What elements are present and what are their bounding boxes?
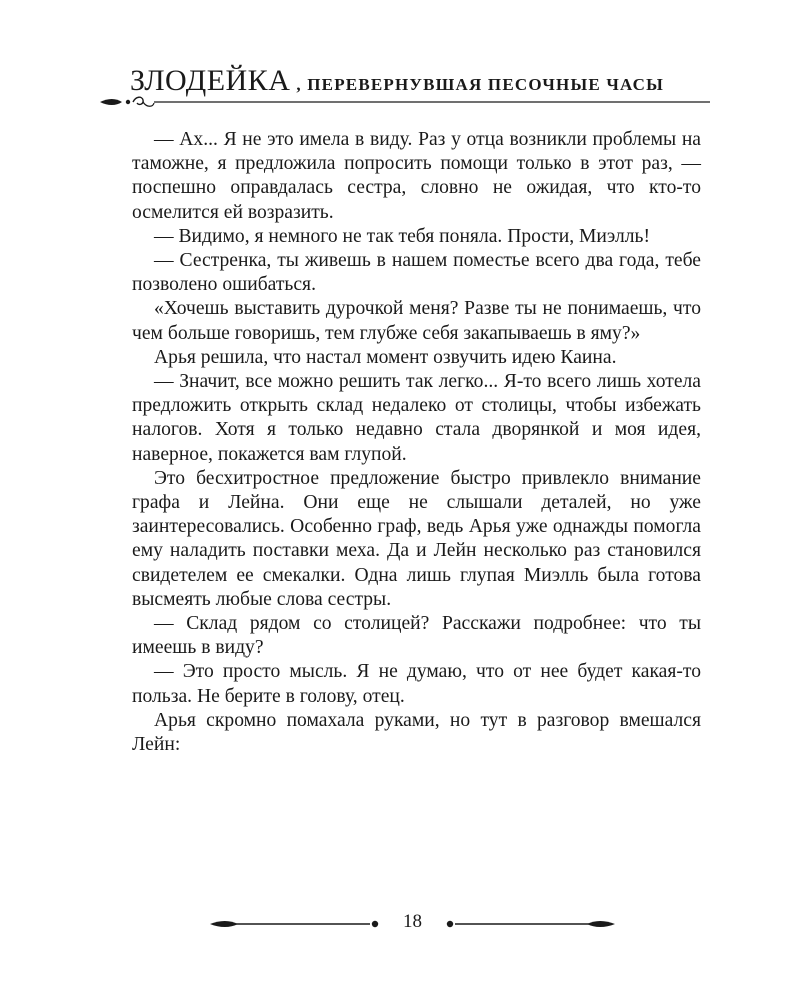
paragraph: — Сестренка, ты живешь в нашем поместье всего два года, тебе позволено ошибаться. xyxy=(132,250,701,296)
paragraph: — Ах... Я не это имела в виду. Раз у отца возникли проблемы на таможне, я предложила попросить помощи только в этот раз, — поспешно оправдалась сестра, словно не ожидая, что кто-то осмелится ей возразить. xyxy=(132,129,701,223)
page-footer xyxy=(210,906,615,942)
paragraph: — Склад рядом со столицей? Расскажи подробнее: что ты имеешь в виду? xyxy=(132,613,701,659)
paragraph: Это бесхитростное предложение быстро привлекло внимание графа и Лейна. Они еще не слышали деталей, но уже заинтересовались. Особенно граф, ведь Арья уже однажды помогла ему наладить поставки меха. Да и Лейн несколько раз становился свидетелем ее смекалки. Одна лишь глупая Миэлль была готова высмеять любые слова сестры. xyxy=(132,467,701,610)
page-body-text xyxy=(132,128,701,757)
footer-ornament-right-icon xyxy=(445,918,615,930)
page-number: 18 xyxy=(403,911,422,932)
paragraph: — Это просто мысль. Я не думаю, что от нее будет какая-то польза. Не берите в голову, отец. xyxy=(132,661,701,707)
paragraph: Арья скромно помахала руками, но тут в разговор вмешался Лейн: xyxy=(132,709,701,756)
paragraph: Арья решила, что настал момент озвучить идею Каина. xyxy=(154,346,617,368)
running-header xyxy=(100,64,710,114)
paragraph: «Хочешь выставить дурочкой меня? Разве ты не понимаешь, что чем больше говоришь, тем глубже себя закапываешь в яму?» xyxy=(132,298,701,344)
header-ornament-left-icon xyxy=(100,99,122,105)
paragraph: — Значит, все можно решить так легко... Я-то всего лишь хотела предложить открыть склад недалеко от столицы, чтобы избежать налогов. Хотя я только недавно стала дворянкой и моя идея, наверное, покажется вам глупой. xyxy=(132,371,701,465)
series-title: ЗЛОДЕЙКА xyxy=(130,64,291,97)
header-ornament-rule xyxy=(100,92,710,114)
book-subtitle: , ПЕРЕВЕРНУВШАЯ ПЕСОЧНЫЕ ЧАСЫ xyxy=(296,75,665,94)
paragraph: — Видимо, я немного не так тебя поняла. Прости, Миэлль! xyxy=(154,225,650,247)
